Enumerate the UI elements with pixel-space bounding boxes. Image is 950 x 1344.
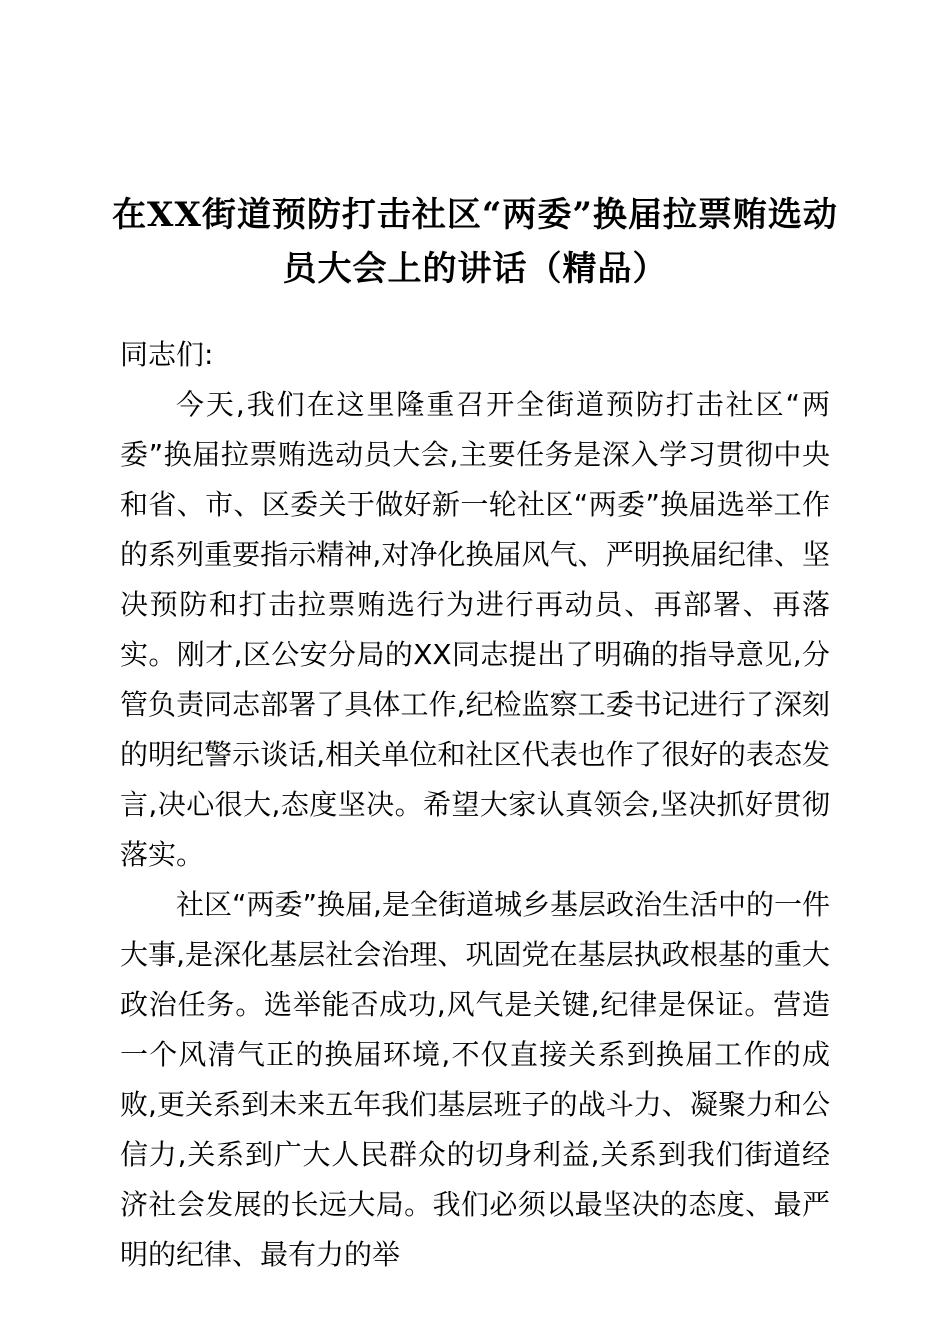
salutation-line: 同志们: (120, 338, 214, 371)
document-body (120, 330, 830, 1280)
document-title: 在XX街道预防打击社区“两委”换届拉票贿选动员大会上的讲话（精品） (112, 195, 838, 289)
body-paragraph-2: 社区“两委”换届,是全街道城乡基层政治生活中的一件大事,是深化基层社会治理、巩固党在基层执政根基的重大政治任务。选举能否成功,风气是关键,纪律是保证。营造一个风清气正的换届环境,不仅直接关系到换届工作的成败,更关系到未来五年我们基层班子的战斗力、凝聚力和公信力,关系到广大人民群众的切身利益,关系到我们街道经济社会发展的长远大局。我们必须以最坚决的态度、最严明的纪律、最有力的举 (120, 888, 830, 1271)
body-paragraph-1: 今天,我们在这里隆重召开全街道预防打击社区“两委”换届拉票贿选动员大会,主要任务是深入学习贯彻中央和省、市、区委关于做好新一轮社区“两委”换届选举工作的系列重要指示精神,对净化换届风气、严明换届纪律、坚决预防和打击拉票贿选行为进行再动员、再部署、再落实。刚才,区公安分局的XX同志提出了明确的指导意见,分管负责同志部署了具体工作,纪检监察工委书记进行了深刻的明纪警示谈话,相关单位和社区代表也作了很好的表态发言,决心很大,态度坚决。希望大家认真领会,坚决抓好贯彻落实。 (120, 388, 830, 871)
